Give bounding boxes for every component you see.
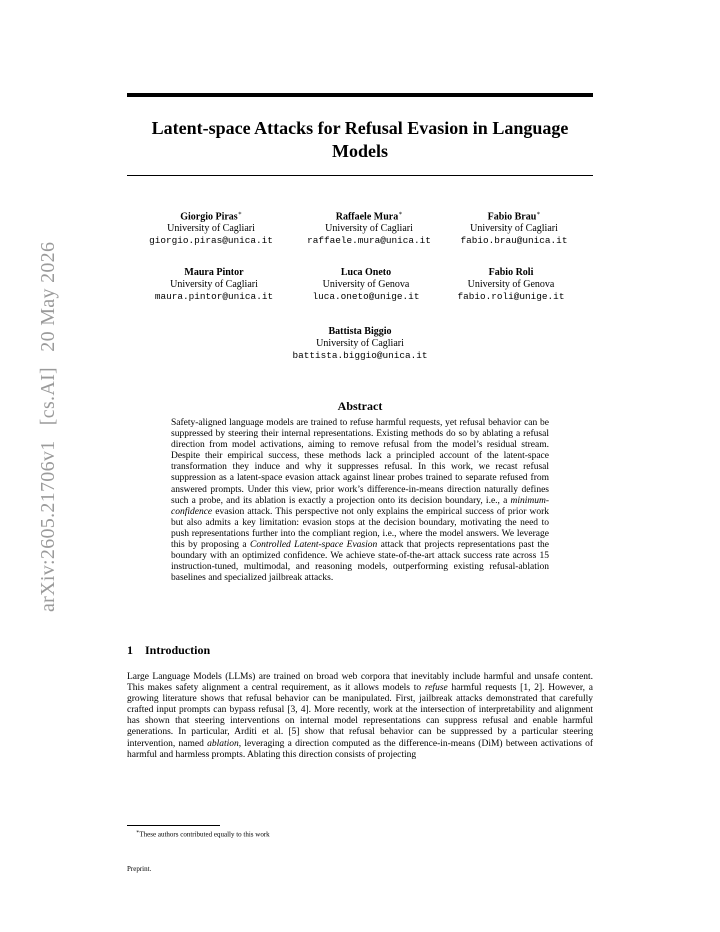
title-rule-bottom [127,175,593,176]
intro-emphasis: ablation [207,738,239,749]
author-affiliation: University of Cagliari [170,279,258,290]
arxiv-identifier [37,192,77,612]
author-block [286,267,446,303]
arxiv-id: arXiv:2605.21706v1 [37,440,59,612]
intro-emphasis: refuse [424,683,448,694]
author-affiliation: University of Cagliari [316,338,404,349]
author-block [131,208,291,247]
footnote-rule [127,825,220,826]
abstract-heading: Abstract [337,399,383,413]
equal-contribution-mark: ∗ [398,211,403,217]
author-block [434,208,594,247]
equal-contribution-mark: ∗ [237,211,242,217]
footnote-mark: ∗ [136,830,140,835]
author-email[interactable]: luca.oneto@unige.it [312,291,420,302]
title-rule-top [127,93,593,97]
abstract-emphasis: minimum-confidence [171,495,549,517]
author-email[interactable]: raffaele.mura@unica.it [307,235,431,247]
title-line-2: Models [332,141,388,161]
paper-title [127,117,593,163]
author-name: Battista Biggio [328,326,392,337]
author-affiliation: University of Genova [467,279,555,290]
introduction-body [127,672,593,761]
author-name: Giorgio Piras [180,211,238,223]
footnote [136,829,270,838]
author-block [289,208,449,247]
author-block [431,267,591,303]
section-title: Introduction [145,643,211,657]
footnote-text: These authors contributed equally to this work [139,830,270,839]
author-affiliation: University of Cagliari [470,223,558,235]
author-affiliation: University of Genova [322,279,410,290]
author-email[interactable]: maura.pintor@unica.it [154,291,274,302]
section-heading [127,643,210,658]
abstract-text: evasion attack. This perspective not only explains the empirical success of prior work but also admits a key limitation: evasion stops at the decision boundary, motivating the need to push representations further into the compliant region, i.e., where the model answers. We leverage this by proposing a [171,506,549,551]
abstract-emphasis: Controlled Latent-space Evasion [249,540,378,551]
author-email[interactable]: fabio.roli@unige.it [457,291,565,302]
author-email[interactable]: fabio.brau@unica.it [460,235,568,247]
arxiv-date: 20 May 2026 [37,241,59,352]
author-affiliation: University of Cagliari [325,223,413,235]
abstract-body [171,418,549,584]
author-name: Fabio Brau [487,211,537,223]
author-block [280,326,440,362]
abstract-text: Safety-aligned language models are trained to refuse harmful requests, yet refusal behavior can be suppressed by steering their internal representations. Existing methods do so by ablating a refusal direction from model activations, aiming to remove refusal from the model’s residual stream. Despite their empirical success, these methods lack a principled account of the latent-space transformation they induce and why it suppresses refusal. In this work, we recast refusal suppression as a latent-space evasion attack against linear probes trained to separate refused from answered prompts. Under this view, prior work’s difference-in-means direction naturally defines such a probe, and its ablation is exactly a projection onto its decision boundary, i.e., a [171,418,549,506]
author-affiliation: University of Cagliari [167,223,255,235]
author-name: Maura Pintor [184,267,244,278]
intro-text: harmful requests [1, 2]. However, a growing literature shows that refusal behavior can be manipulated. First, jailbreak attacks demonstrated that carefully crafted input prompts can bypass refusal [3, 4]. More recently, work at the intersection of interpretability and alignment has shown that steering interventions on internal model representations can suppress refusal and enable harmful generations. In particular, Arditi et al. [5] show that refusal behavior can be suppressed by a particular steering intervention, named [127,683,593,749]
author-name: Raffaele Mura [335,211,399,223]
title-line-1: Latent-space Attacks for Refusal Evasion in Language [151,118,569,138]
equal-contribution-mark: ∗ [536,211,541,217]
abstract-text: attack that projects representations past the boundary with an optimized confidence. We achieve state-of-the-art attack success rate across 15 instruction-tuned, multimodal, and reasoning models, outperforming existing refusal-ablation baselines and specialized jailbreak attacks. [171,540,549,584]
intro-text: Large Language Models (LLMs) are trained on broad web corpora that inevitably include harmful and unsafe content. This makes safety alignment a central requirement, as it allows models to [127,672,593,694]
author-name: Luca Oneto [340,267,392,278]
arxiv-category: [cs.AI] [37,367,59,426]
section-number: 1 [127,643,133,657]
intro-text: , leveraging a direction computed as the difference-in-means (DiM) between activations of harmful and harmless prompts. Ablating this direction consists of projecting [127,738,593,760]
footer-preprint: Preprint. [127,865,152,873]
author-block [134,267,294,303]
author-email[interactable]: battista.biggio@unica.it [292,350,428,361]
author-name: Fabio Roli [488,267,534,278]
author-email[interactable]: giorgio.piras@unica.it [149,235,273,247]
